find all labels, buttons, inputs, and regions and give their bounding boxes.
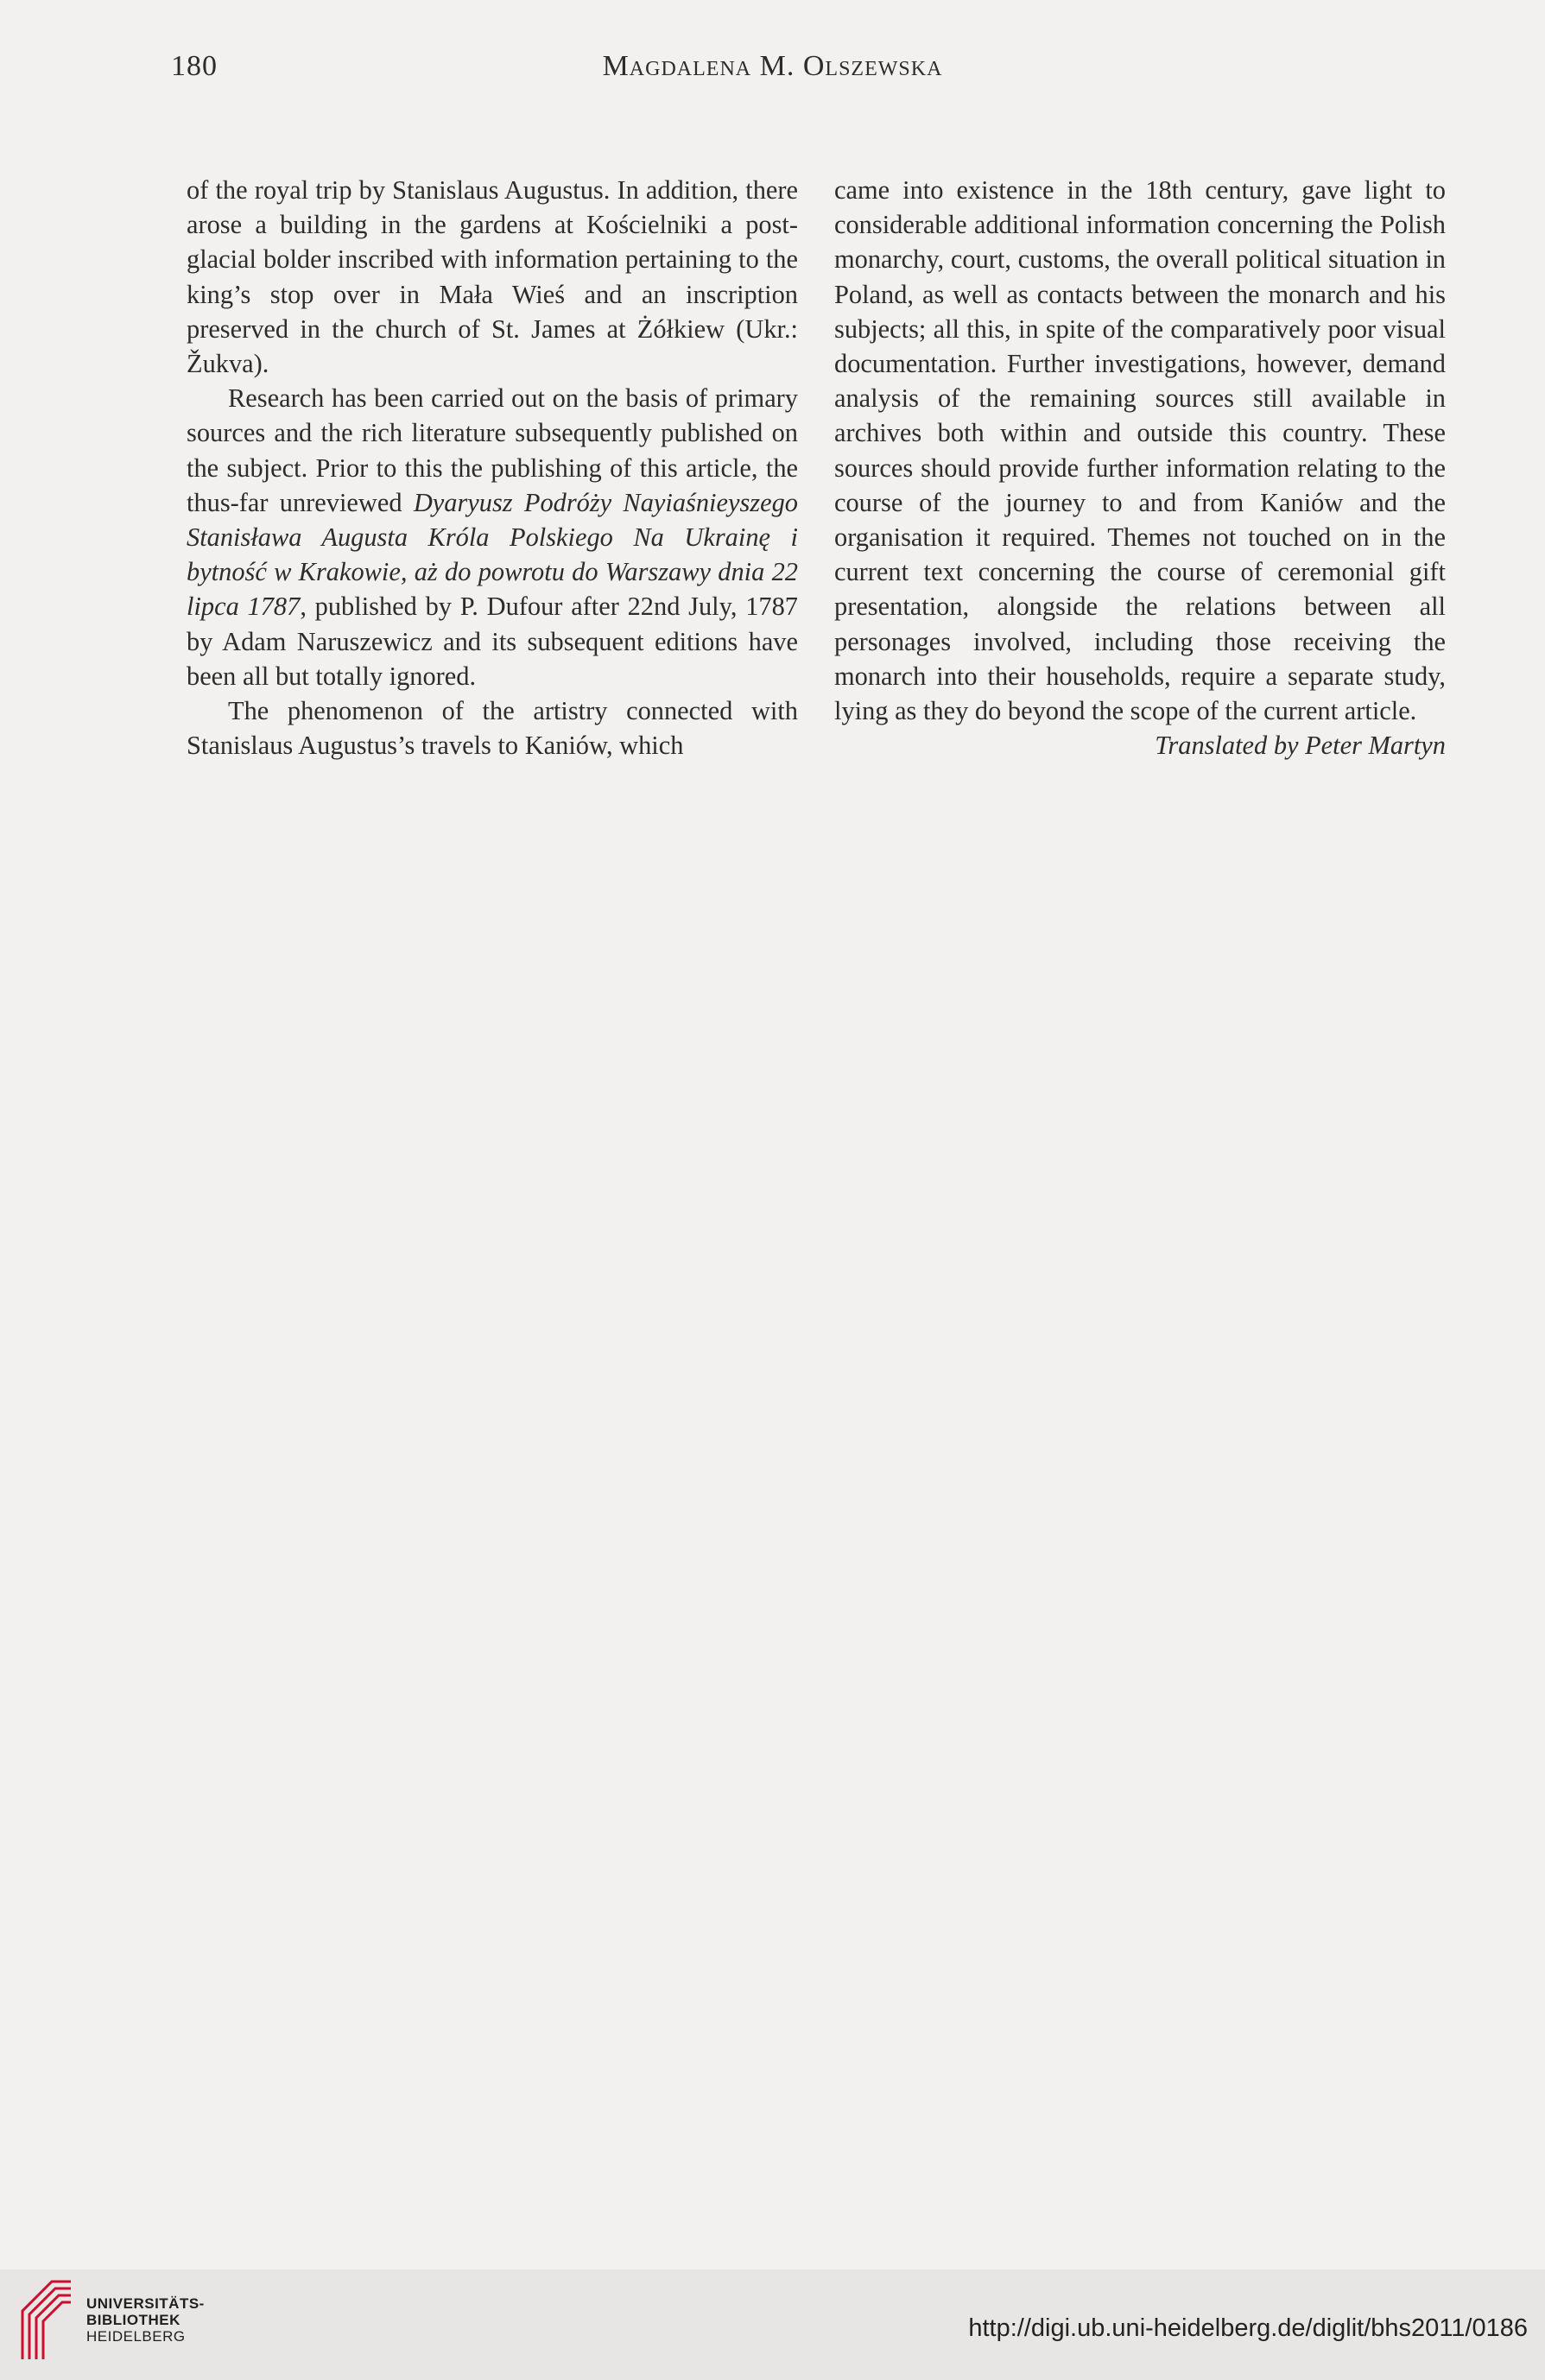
source-url-link[interactable]: http://digi.ub.uni-heidelberg.de/diglit/bhs2011/0186 <box>968 2314 1528 2342</box>
running-head: Magdalena M. Olszewska <box>602 50 943 82</box>
right-paragraph-1: came into existence in the 18th century, gave light to considerable additional information concerning the Polish monarchy, court, customs, the overall political situation in Poland, as well as contacts between the monarch and his subjects; all this, in spite of the comparatively poor visual documentation. Further investigations, however, demand analysis of the remaining sources still available in archives both within and outside this country. These sources should provide further information relating to the course of the journey to and from Kaniów and the organisation it required. Themes not touched on in the current text concerning the course of ceremonial gift presentation, alongside the relations between all personages involved, including those receiving the monarch into their households, require a separate study, lying as they do beyond the scope of the current article. <box>834 175 1446 726</box>
left-paragraph-1: of the royal trip by Stanislaus Augustus. In addition, there arose a building in the gardens at Kościelniki a post-glacial bolder inscribed with information pertaining to the king’s stop over in Mała Wieś and an inscription preserved in the church of St. James at Żółkiew (Ukr.: Žukva). <box>187 175 798 379</box>
diary-title: Dyaryusz Podróży Nayiaśnieyszego Stanisława Augusta Króla Polskiego Na Ukrainę i bytność w Krakowie, aż do powrotu do Warszawy dnia 22 lipca 1787 <box>187 487 799 622</box>
right-column <box>834 173 1446 763</box>
paragraph-2-lead: Research has been carried out on the basis of primary sources and the rich literature subsequently published on the subject. Prior to this the publishing of this article, the thus-far unreviewed <box>187 383 798 517</box>
library-name-line-1: UNIVERSITÄTS- <box>86 2295 205 2312</box>
left-paragraph-2 <box>187 381 798 693</box>
library-name-line-3: HEIDELBERG <box>86 2328 186 2345</box>
left-column <box>187 173 798 763</box>
library-logo-icon <box>17 2276 78 2363</box>
page-number: 180 <box>171 50 218 82</box>
library-name-line-2: BIBLIOTHEK <box>86 2312 180 2328</box>
library-name <box>86 2295 205 2345</box>
translator-credit: Translated by Peter Martyn <box>1155 731 1446 761</box>
paragraph-2-tail: , published by P. Dufour after 22nd July, 1787 by Adam Naruszewicz and its subsequent editions have been all but totally ignored. <box>187 592 798 691</box>
left-paragraph-3: The phenomenon of the artistry connected with Stanislaus Augustus’s travels to Kaniów, which <box>187 696 798 761</box>
